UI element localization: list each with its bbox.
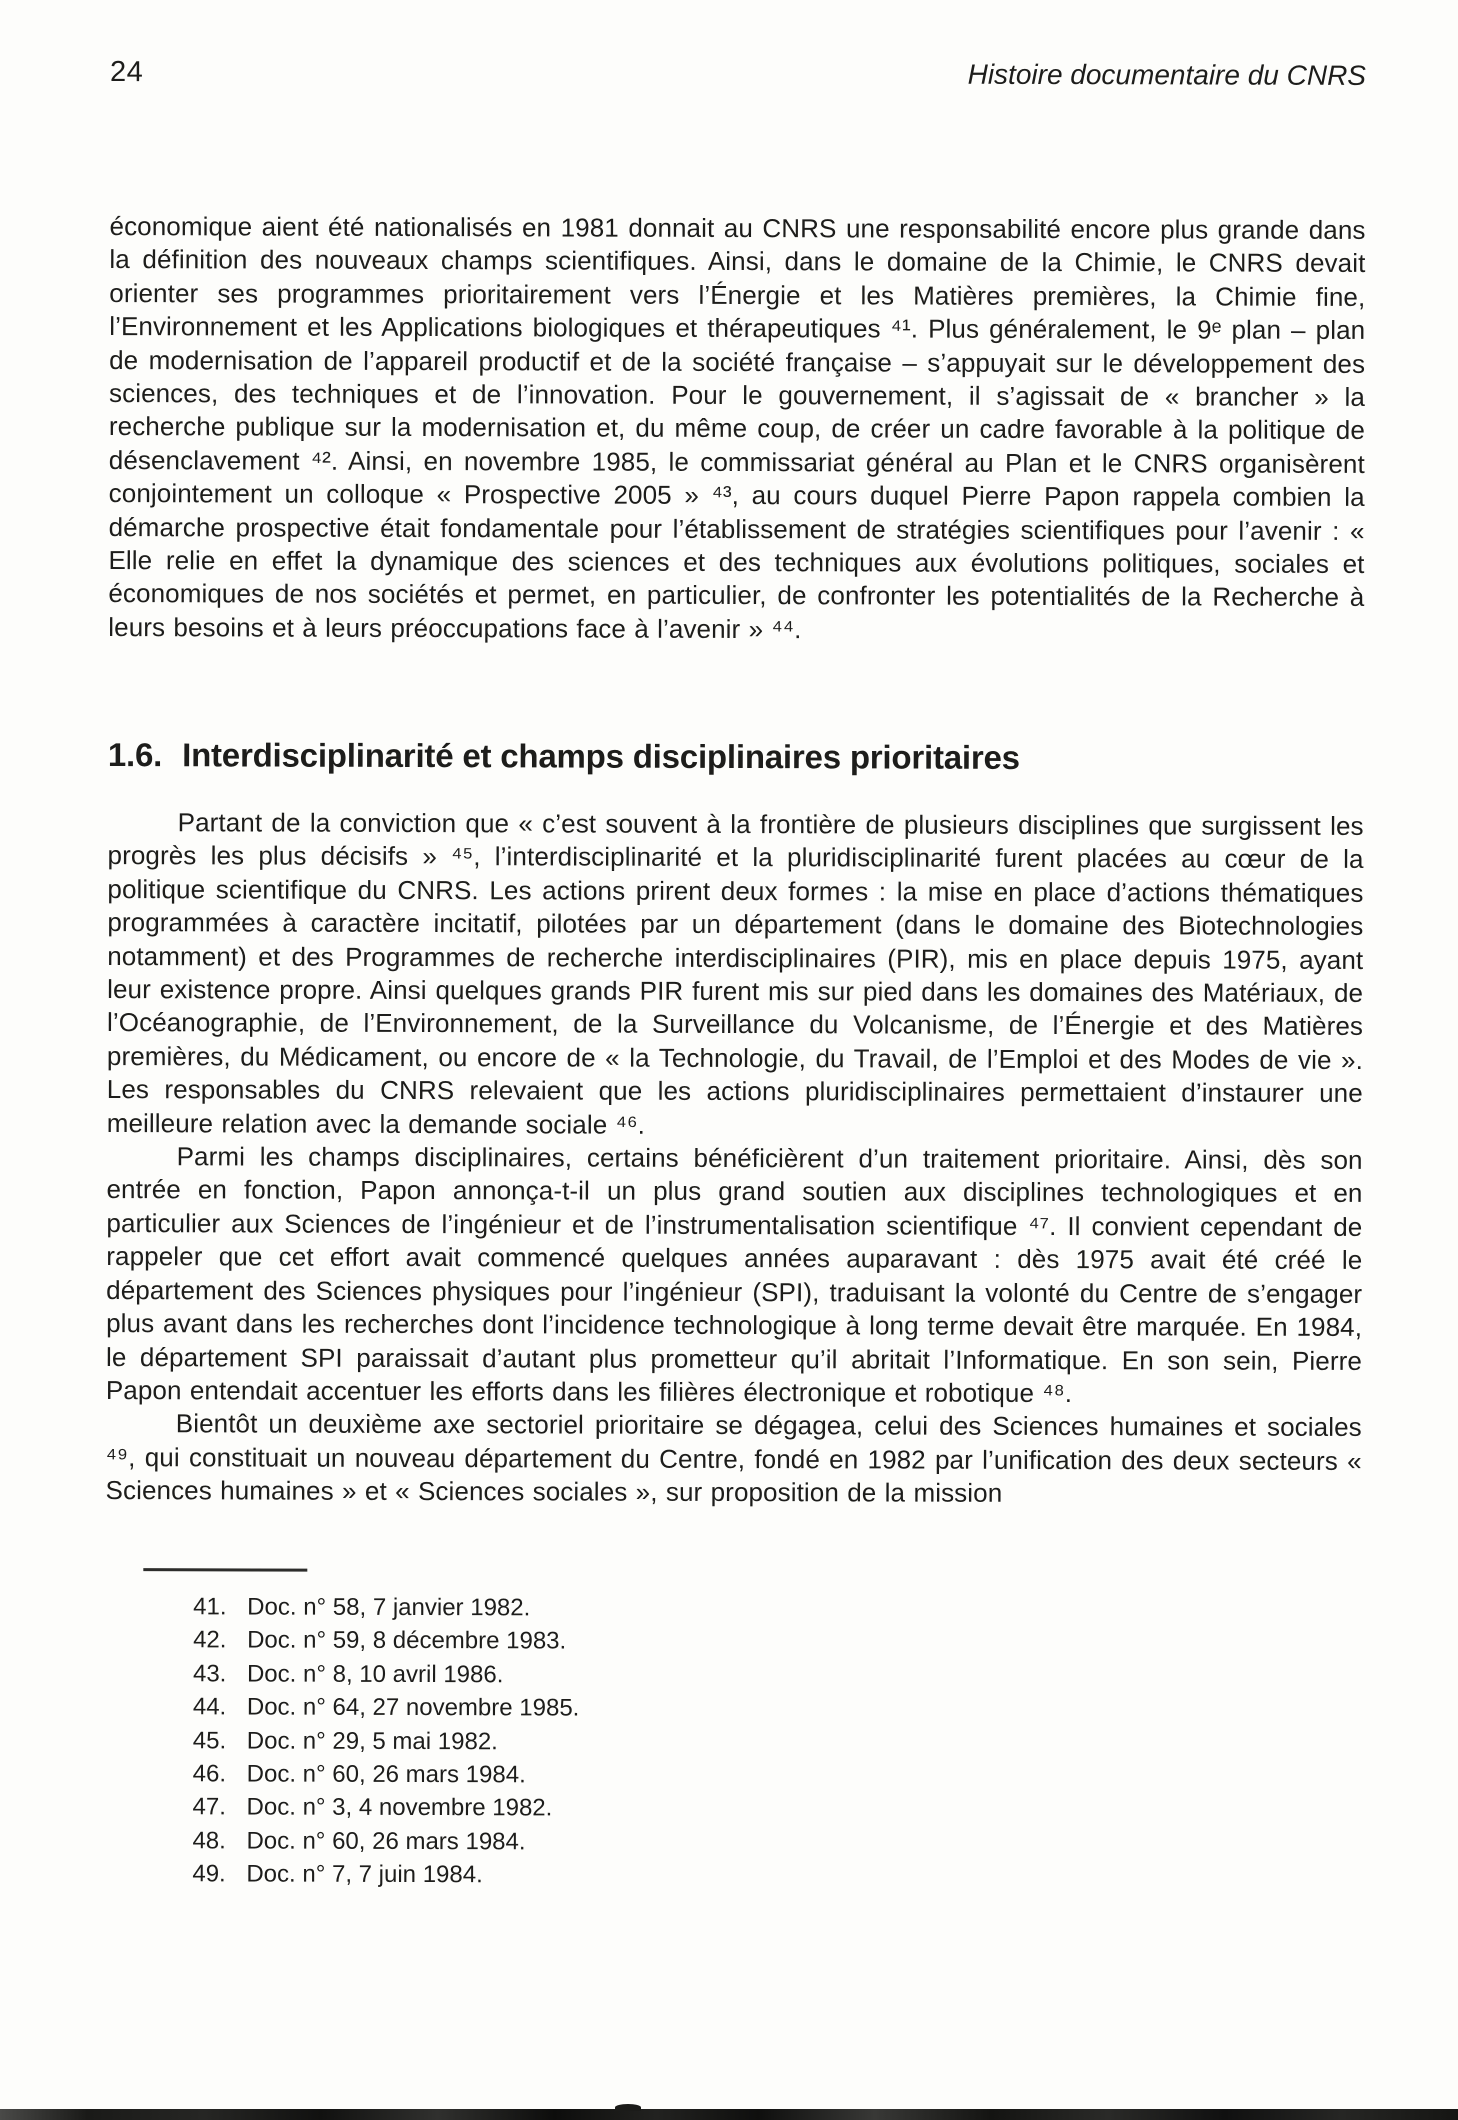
page-number: 24: [109, 56, 144, 89]
footnote-number: 46.: [192, 1760, 227, 1788]
footnote-text: Doc. n° 7, 7 juin 1984.: [246, 1860, 483, 1889]
footnote-number: 47.: [192, 1793, 226, 1821]
section-number: 1.6.: [107, 736, 163, 774]
footnote-text: Doc. n° 29, 5 mai 1982.: [246, 1727, 498, 1755]
section-body: [106, 806, 1364, 1511]
footnote-item: [192, 1858, 1092, 1894]
footnote-text: Doc. n° 60, 26 mars 1984.: [246, 1760, 526, 1789]
footnote-item: [193, 1657, 1093, 1693]
paragraph-1: économique aient été nationalisés en 1981 donnait au CNRS une responsabilité encore plus grande dans la définition des nouveaux champs scientifiques. Ainsi, dans le domaine de la Chimie, le CNRS devait orienter ses programmes prioritairement vers l’Énergie et les Matières premières, la Chimie fine, l’Environnement et les Applications biologiques et thérapeutiques ⁴¹. Plus généralement, le 9ᵉ plan – plan de modernisation de l’appareil productif et de la société française – s’appuyait sur le développement des sciences, des techniques et de l’innovation. Pour le gouvernement, il s’agissait de « brancher » la recherche publique sur la modernisation et, du même coup, de créer un cadre favorable à la politique de désenclavement ⁴². Ainsi, en novembre 1985, le commissariat général au Plan et le CNRS organisèrent conjointement un colloque « Prospective 2005 » ⁴³, au cours duquel Pierre Papon rappela combien la démarche prospective était fondamentale pour l’établissement de stratégies scientifiques pour l’avenir : « Elle relie en effet la dynamique des sciences et des techniques aux évolutions politiques, sociales et économiques de nos sociétés et permet, en particulier, de confronter les potentialités de la Recherche à leurs besoins et à leurs préoccupations face à l’avenir » ⁴⁴.: [108, 211, 1366, 645]
footnote-item: [193, 1691, 1093, 1727]
footnote-number: 48.: [192, 1827, 226, 1855]
footnote-number: 42.: [193, 1626, 227, 1654]
footnote-item: [193, 1590, 1093, 1626]
footnote-separator: [143, 1568, 307, 1572]
page-header: [110, 56, 1366, 93]
paragraph-4: Bientôt un deuxième axe sectoriel prioritaire se dégagea, celui des Sciences humaines et sociales ⁴⁹, qui constituait un nouveau département du Centre, fondé en 1982 par l’unification des deux secteurs « Sciences humaines » et « Sciences sociales », sur proposition de la mission: [105, 1408, 1362, 1508]
paragraph-2: Partant de la conviction que « c’est souvent à la frontière de plusieurs disciplines que surgissent les progrès les plus décisifs » ⁴⁵, l’interdisciplinarité et la pluridisciplinarité furent placées au cœur de la politique scientifique du CNRS. Les actions prirent deux formes : la mise en place d’actions thématiques programmées à caractère incitatif, pilotées par un département (dans le domaine des Biotechnologies notamment) et des Programmes de recherche interdisciplinaires (PIR), mis en place depuis 1975, ayant leur existence propre. Ainsi quelques grands PIR furent mis sur pied dans les domaines des Matériaux, de l’Océanographie, de l’Environnement, de la Surveillance du Volcanisme, de l’Énergie et des Matières premières, du Médicament, ou encore de « la Technologie, du Travail, de l’Emploi et des Modes de vie ». Les responsables du CNRS relevaient que les actions pluridisciplinaires permettaient d’instaurer une meilleure relation avec la demande sociale ⁴⁶.: [106, 807, 1364, 1140]
footnote-number: 41.: [193, 1593, 227, 1621]
footnote-text: Doc. n° 64, 27 novembre 1985.: [246, 1693, 580, 1722]
footnote-number: 45.: [192, 1726, 227, 1755]
footnote-text: Doc. n° 60, 26 mars 1984.: [246, 1827, 526, 1856]
footnote-item: [192, 1824, 1092, 1860]
footnote-number: 44.: [192, 1693, 227, 1721]
footnote-item: [193, 1791, 1093, 1827]
footnote-number: 49.: [192, 1860, 226, 1888]
footnote-number: 43.: [192, 1660, 227, 1688]
paragraph-3: Parmi les champs disciplinaires, certains bénéficièrent d’un traitement prioritaire. Ainsi, dès son entrée en fonction, Papon annonça-t-il un plus grand soutien aux disciplines technologiques et en particulier aux Sciences de l’ingénieur et de l’instrumentalisation scientifique ⁴⁷. Il convient cependant de rappeler que cet effort avait commencé quelques années auparavant : dès 1975 avait été créé le département des Sciences physiques pour l’ingénieur (SPI), traduisant la volonté du Centre de s’engager plus avant dans les recherches dont l’incidence technologique à long terme devait être marquée. En 1984, le département SPI paraissait d’autant plus prometteur qu’il abritait l’Informatique. En son sein, Pierre Papon entendait accentuer les efforts dans les filières électronique et robotique ⁴⁸.: [105, 1141, 1363, 1408]
footnote-text: Doc. n° 59, 8 décembre 1983.: [247, 1626, 567, 1655]
footnote-item: [193, 1624, 1093, 1660]
footnote-text: Doc. n° 58, 7 janvier 1982.: [247, 1593, 531, 1622]
footnote-item: [193, 1757, 1093, 1793]
footnote-item: [193, 1724, 1093, 1760]
running-title: Histoire documentaire du CNRS: [967, 58, 1367, 91]
footnote-list: [192, 1590, 1093, 1893]
footnote-text: Doc. n° 8, 10 avril 1986.: [246, 1660, 504, 1689]
footnote-text: Doc. n° 3, 4 novembre 1982.: [246, 1793, 553, 1822]
section-heading: [108, 736, 1364, 778]
section-title: Interdisciplinarité et champs disciplinaires prioritaires: [182, 736, 1020, 776]
scan-edge-artifact: [0, 2109, 1458, 2120]
